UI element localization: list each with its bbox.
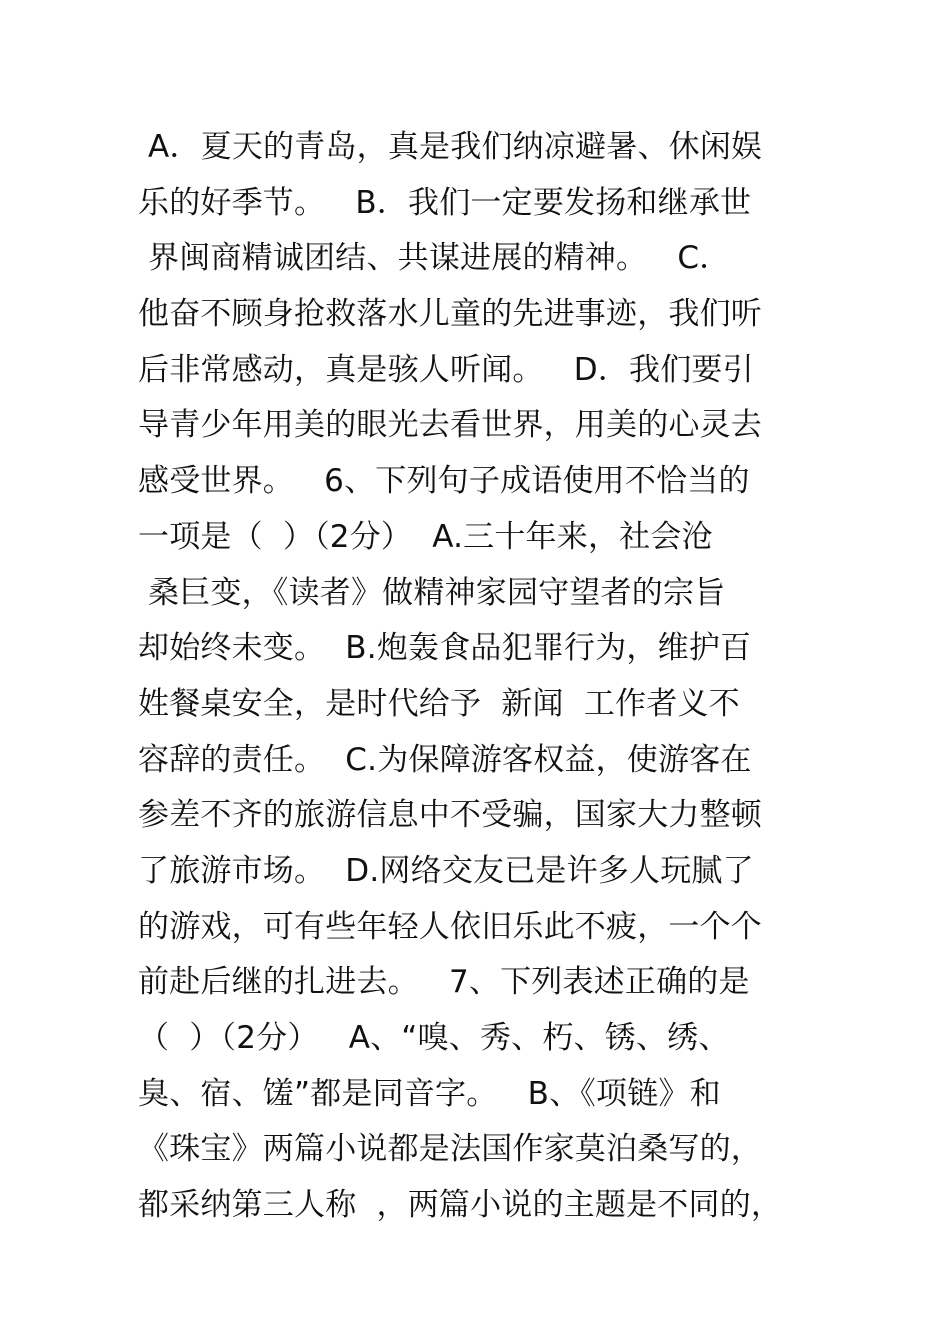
text-line: 《珠宝》两篇小说都是法国作家莫泊桑写的， <box>138 1131 762 1168</box>
text-line: 后非常感动，真是骇人听闻。 D．我们要引 <box>138 351 754 388</box>
text-line: 都采纳第三人称 ，两篇小说的主题是不同的， <box>138 1187 783 1224</box>
text-line: 前赴后继的扎进去。 7、下列表述正确的是 <box>138 964 750 1001</box>
text-line: 容辞的责任。 C.为保障游客权益，使游客在 <box>138 741 752 778</box>
text-line: 却始终未变。 B.炮轰食品犯罪行为，维护百 <box>138 630 752 667</box>
text-line: 他奋不顾身抢救落水儿童的先进事迹，我们听 <box>138 296 762 333</box>
text-line: 一项是（ ）（2分） A.三十年来，社会沧 <box>138 518 713 555</box>
question-text <box>138 120 838 1234</box>
text-line: （ ）（2分） A、“嗅、秀、朽、锈、绣、 <box>138 1020 730 1056</box>
text-line: 姓餐桌安全，是时代给予 新闻 工作者义不 <box>138 685 740 722</box>
text-line: 的游戏，可有些年轻人依旧乐此不疲，一个个 <box>138 908 762 945</box>
text-line: 臭、宿、馐”都是同音字。 B、《项链》和 <box>138 1075 721 1112</box>
text-line: 桑巨变，《读者》做精神家园守望者的宗旨 <box>138 574 726 611</box>
text-line: 乐的好季节。 B．我们一定要发扬和继承世 <box>138 184 752 221</box>
text-line: A．夏天的青岛，真是我们纳凉避暑、休闲娱 <box>138 129 763 165</box>
text-line: 了旅游市场。 D.网络交友已是许多人玩腻了 <box>138 852 754 889</box>
text-line: 导青少年用美的眼光去看世界，用美的心灵去 <box>138 407 762 444</box>
text-line: 参差不齐的旅游信息中不受骗，国家大力整顿 <box>138 797 762 834</box>
text-line: 感受世界。 6、下列句子成语使用不恰当的 <box>138 463 750 500</box>
text-line: 界闽商精诚团结、共谋进展的精神。 C． <box>138 240 731 277</box>
